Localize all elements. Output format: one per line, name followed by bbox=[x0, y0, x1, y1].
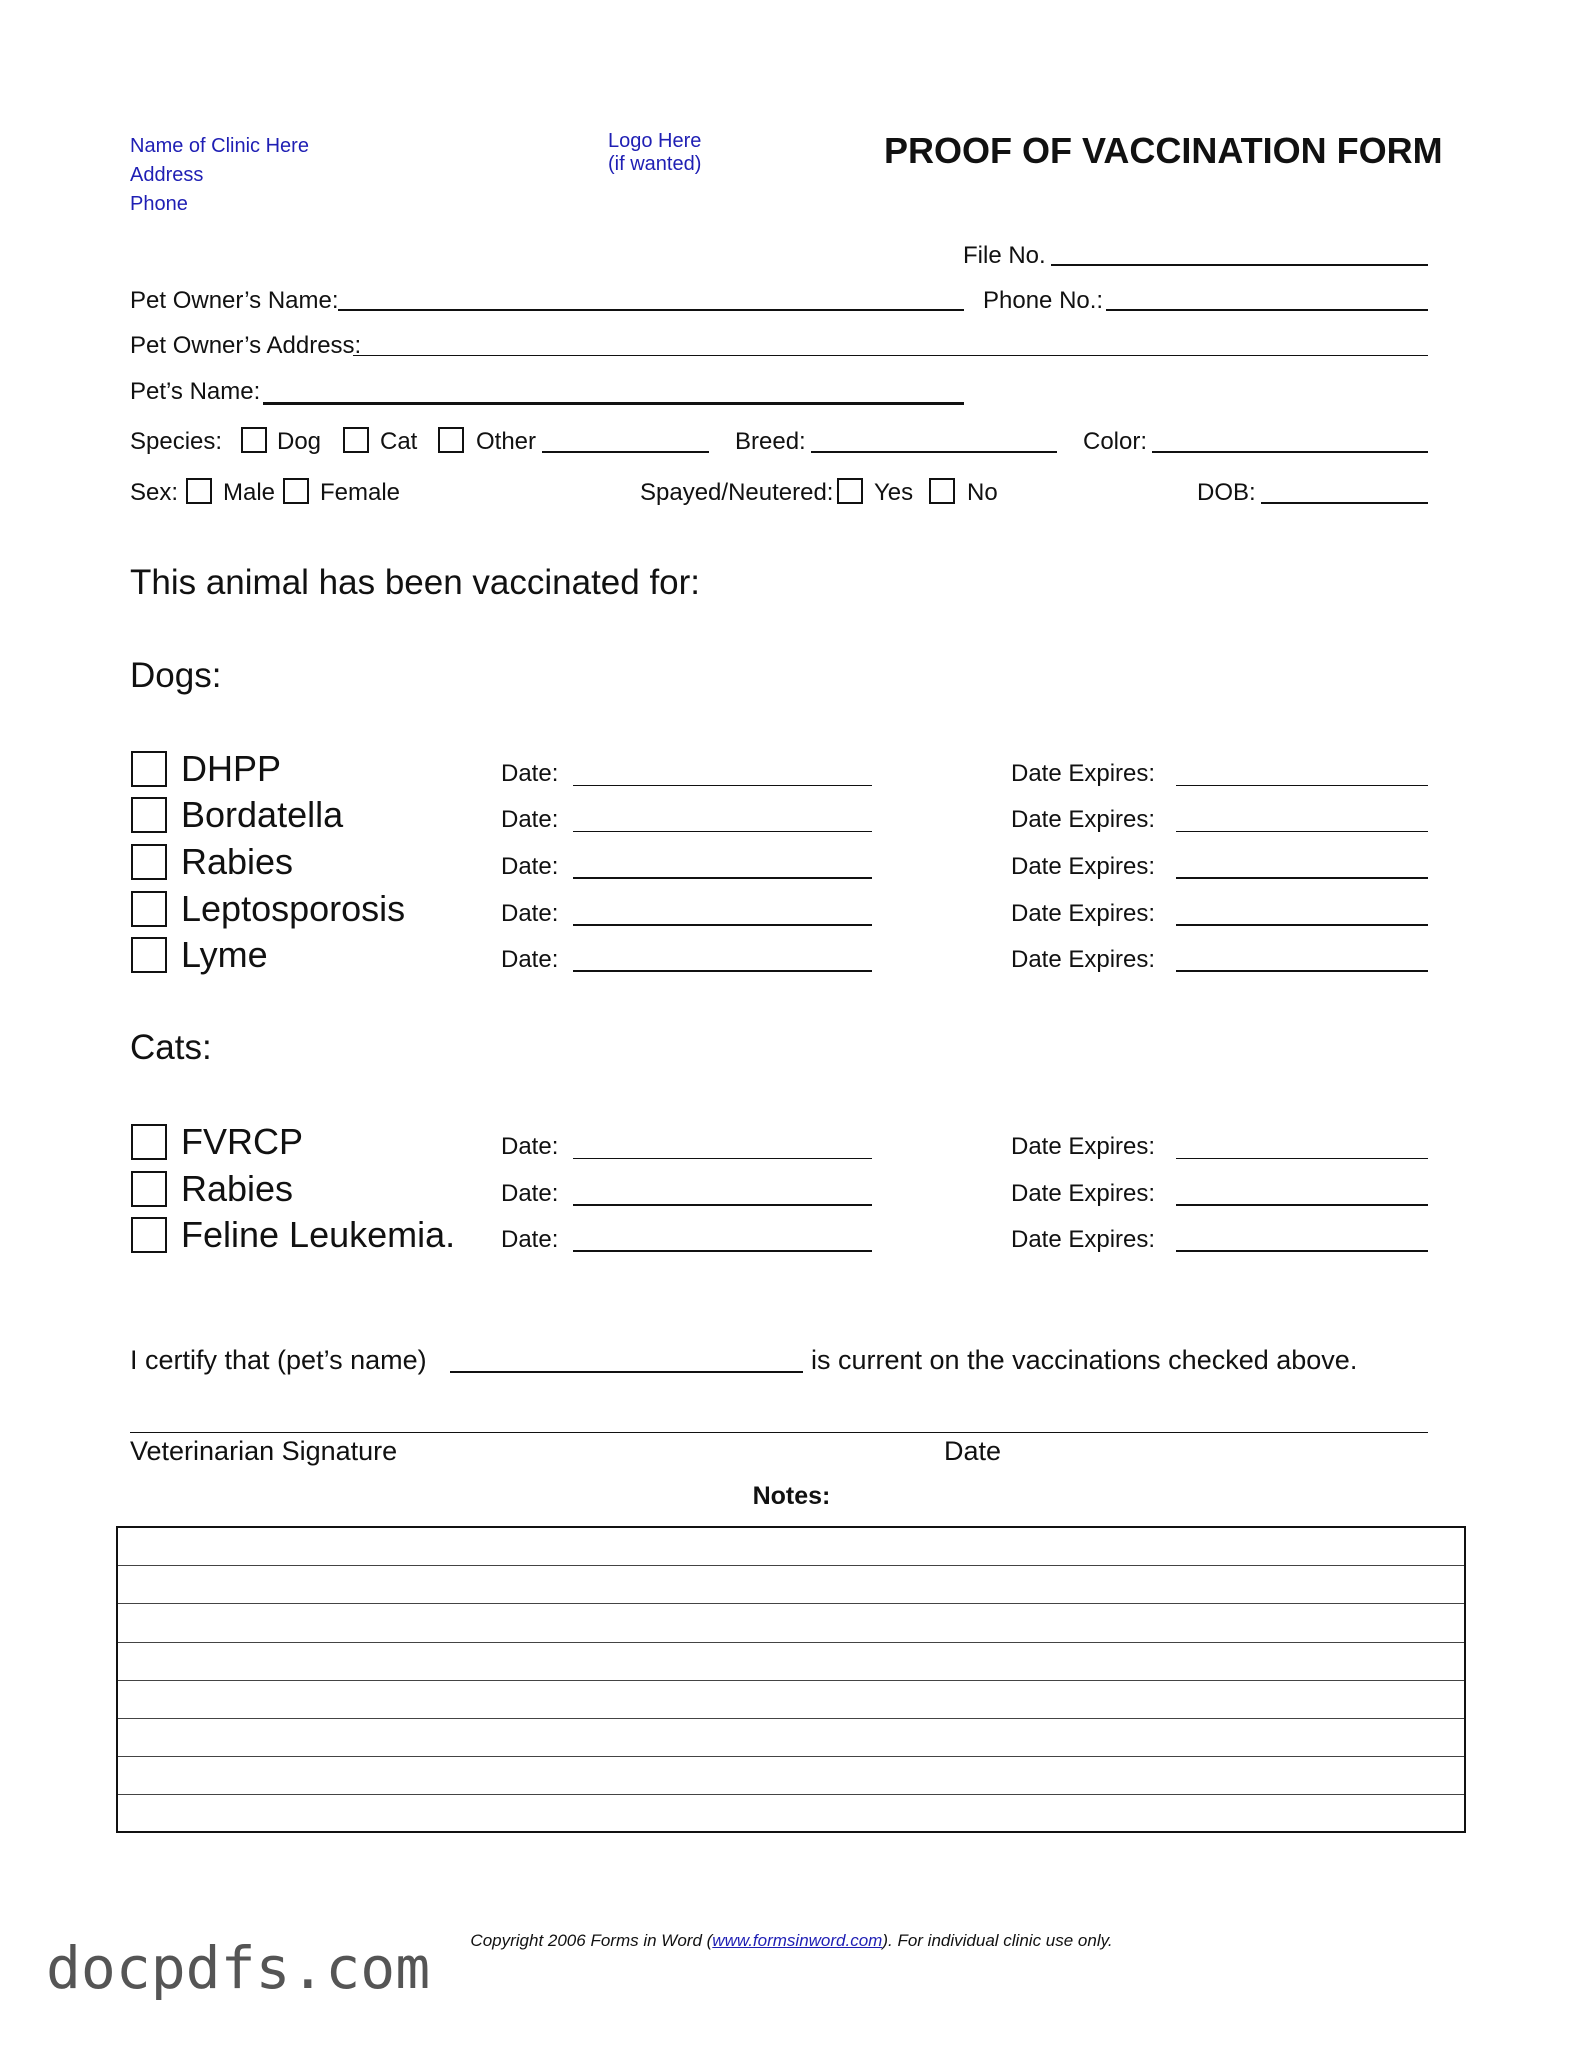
vaccine-date-field[interactable] bbox=[573, 1158, 872, 1159]
form-title: PROOF OF VACCINATION FORM bbox=[884, 130, 1443, 171]
watermark: docpdfs.com bbox=[46, 1934, 431, 2002]
species-cat-label: Cat bbox=[380, 428, 418, 455]
sex-female-label: Female bbox=[320, 479, 401, 506]
owner-name-field[interactable] bbox=[338, 309, 964, 311]
spayed-no-checkbox[interactable] bbox=[929, 478, 955, 504]
notes-line[interactable] bbox=[118, 1604, 1464, 1642]
species-other-field[interactable] bbox=[542, 451, 709, 453]
vaccine-date-label: Date: bbox=[501, 1180, 559, 1207]
vaccine-name: Rabies bbox=[181, 841, 294, 882]
vaccine-name: Leptosporosis bbox=[181, 888, 406, 929]
vaccine-expires-field[interactable] bbox=[1176, 924, 1428, 926]
color-field[interactable] bbox=[1152, 451, 1428, 453]
notes-line[interactable] bbox=[118, 1566, 1464, 1604]
vaccine-expires-field[interactable] bbox=[1176, 1250, 1428, 1252]
breed-field[interactable] bbox=[811, 451, 1057, 453]
species-dog-label: Dog bbox=[277, 428, 322, 455]
species-other-checkbox[interactable] bbox=[438, 427, 464, 453]
vaccine-date-field[interactable] bbox=[573, 785, 872, 786]
notes-line[interactable] bbox=[118, 1757, 1464, 1795]
vaccine-expires-label: Date Expires: bbox=[1011, 900, 1156, 927]
vaccine-name: Bordatella bbox=[181, 794, 344, 835]
color-label: Color: bbox=[1083, 428, 1148, 455]
vaccine-name: FVRCP bbox=[181, 1121, 304, 1162]
vaccine-expires-label: Date Expires: bbox=[1011, 1133, 1156, 1160]
vaccine-checkbox[interactable] bbox=[131, 1171, 167, 1207]
vaccine-date-label: Date: bbox=[501, 760, 559, 787]
notes-heading: Notes: bbox=[752, 1482, 831, 1510]
vaccine-date-field[interactable] bbox=[573, 924, 872, 926]
owner-address-field[interactable] bbox=[353, 355, 1428, 356]
vaccine-expires-label: Date Expires: bbox=[1011, 806, 1156, 833]
logo-line1: Logo Here bbox=[608, 130, 702, 152]
vaccine-date-label: Date: bbox=[501, 1133, 559, 1160]
notes-box[interactable] bbox=[116, 1526, 1466, 1833]
vaccine-checkbox[interactable] bbox=[131, 1217, 167, 1253]
species-other-label: Other bbox=[476, 428, 537, 455]
vaccine-date-label: Date: bbox=[501, 853, 559, 880]
vaccine-checkbox[interactable] bbox=[131, 844, 167, 880]
notes-line[interactable] bbox=[118, 1719, 1464, 1757]
vaccine-expires-label: Date Expires: bbox=[1011, 946, 1156, 973]
phone-label: Phone No.: bbox=[983, 287, 1104, 314]
vaccine-expires-field[interactable] bbox=[1176, 831, 1428, 832]
vaccine-name: Lyme bbox=[181, 934, 268, 975]
vaccine-date-field[interactable] bbox=[573, 1204, 872, 1206]
copyright-prefix: Copyright 2006 Forms in Word ( bbox=[470, 1931, 713, 1950]
vaccine-date-label: Date: bbox=[501, 1226, 559, 1253]
clinic-name: Name of Clinic Here bbox=[130, 135, 309, 157]
vaccine-name: Rabies bbox=[181, 1168, 294, 1209]
species-dog-checkbox[interactable] bbox=[241, 427, 267, 453]
vaccine-expires-field[interactable] bbox=[1176, 877, 1428, 879]
vaccine-checkbox[interactable] bbox=[131, 937, 167, 973]
cats-heading: Cats: bbox=[130, 1028, 212, 1067]
vaccine-name: DHPP bbox=[181, 748, 282, 789]
file-no-field[interactable] bbox=[1051, 264, 1428, 266]
vaccine-expires-field[interactable] bbox=[1176, 1158, 1428, 1159]
vaccine-checkbox[interactable] bbox=[131, 891, 167, 927]
certify-prefix: I certify that (pet’s name) bbox=[130, 1345, 427, 1375]
clinic-address: Address bbox=[130, 164, 204, 186]
sex-label: Sex: bbox=[130, 479, 179, 506]
vaccine-date-field[interactable] bbox=[573, 877, 872, 879]
vaccine-date-field[interactable] bbox=[573, 831, 872, 832]
vaccine-date-field[interactable] bbox=[573, 970, 872, 972]
species-label: Species: bbox=[130, 428, 223, 455]
vaccine-expires-field[interactable] bbox=[1176, 970, 1428, 972]
vaccine-expires-label: Date Expires: bbox=[1011, 760, 1156, 787]
owner-address-label: Pet Owner’s Address: bbox=[130, 332, 362, 359]
copyright-suffix: ). For individual clinic use only. bbox=[882, 1931, 1113, 1950]
clinic-phone: Phone bbox=[130, 193, 188, 215]
vaccine-expires-field[interactable] bbox=[1176, 785, 1428, 786]
vaccine-date-label: Date: bbox=[501, 900, 559, 927]
sex-male-checkbox[interactable] bbox=[186, 478, 212, 504]
spayed-yes-label: Yes bbox=[874, 479, 914, 506]
sex-female-checkbox[interactable] bbox=[283, 478, 309, 504]
spayed-label: Spayed/Neutered: bbox=[640, 479, 834, 506]
vaccine-expires-label: Date Expires: bbox=[1011, 853, 1156, 880]
notes-line[interactable] bbox=[118, 1643, 1464, 1681]
file-no-label: File No. bbox=[963, 242, 1046, 269]
vaccine-name: Feline Leukemia. bbox=[181, 1214, 456, 1255]
vaccine-checkbox[interactable] bbox=[131, 797, 167, 833]
vaccine-date-field[interactable] bbox=[573, 1250, 872, 1252]
veterinarian-signature-label: Veterinarian Signature bbox=[130, 1436, 398, 1466]
certify-suffix: is current on the vaccinations checked above. bbox=[811, 1345, 1358, 1375]
pet-name-field[interactable] bbox=[263, 402, 964, 405]
dob-label: DOB: bbox=[1197, 479, 1256, 506]
dob-field[interactable] bbox=[1261, 502, 1428, 504]
vaccine-date-label: Date: bbox=[501, 946, 559, 973]
sex-male-label: Male bbox=[223, 479, 276, 506]
vaccine-expires-label: Date Expires: bbox=[1011, 1226, 1156, 1253]
signature-date-label: Date bbox=[944, 1436, 1002, 1466]
pet-name-label: Pet’s Name: bbox=[130, 378, 261, 405]
vaccine-date-label: Date: bbox=[501, 806, 559, 833]
dogs-heading: Dogs: bbox=[130, 656, 222, 695]
vaccine-checkbox[interactable] bbox=[131, 751, 167, 787]
formsinword-link[interactable]: www.formsinword.com bbox=[712, 1931, 883, 1950]
breed-label: Breed: bbox=[735, 428, 806, 455]
logo-placeholder bbox=[608, 130, 701, 176]
phone-field[interactable] bbox=[1106, 309, 1428, 311]
spayed-yes-checkbox[interactable] bbox=[837, 478, 863, 504]
species-cat-checkbox[interactable] bbox=[343, 427, 369, 453]
spayed-no-label: No bbox=[967, 479, 998, 506]
logo-line2: (if wanted) bbox=[608, 153, 702, 175]
vaccinated-intro: This animal has been vaccinated for: bbox=[130, 563, 701, 602]
vaccine-expires-field[interactable] bbox=[1176, 1204, 1428, 1206]
certify-pet-name-field[interactable] bbox=[450, 1371, 803, 1373]
signature-line[interactable] bbox=[130, 1432, 1428, 1433]
vaccine-checkbox[interactable] bbox=[131, 1124, 167, 1160]
clinic-info bbox=[130, 132, 309, 219]
vaccine-expires-label: Date Expires: bbox=[1011, 1180, 1156, 1207]
owner-name-label: Pet Owner’s Name: bbox=[130, 287, 339, 314]
notes-line[interactable] bbox=[118, 1795, 1464, 1833]
notes-line[interactable] bbox=[118, 1528, 1464, 1566]
notes-line[interactable] bbox=[118, 1681, 1464, 1719]
